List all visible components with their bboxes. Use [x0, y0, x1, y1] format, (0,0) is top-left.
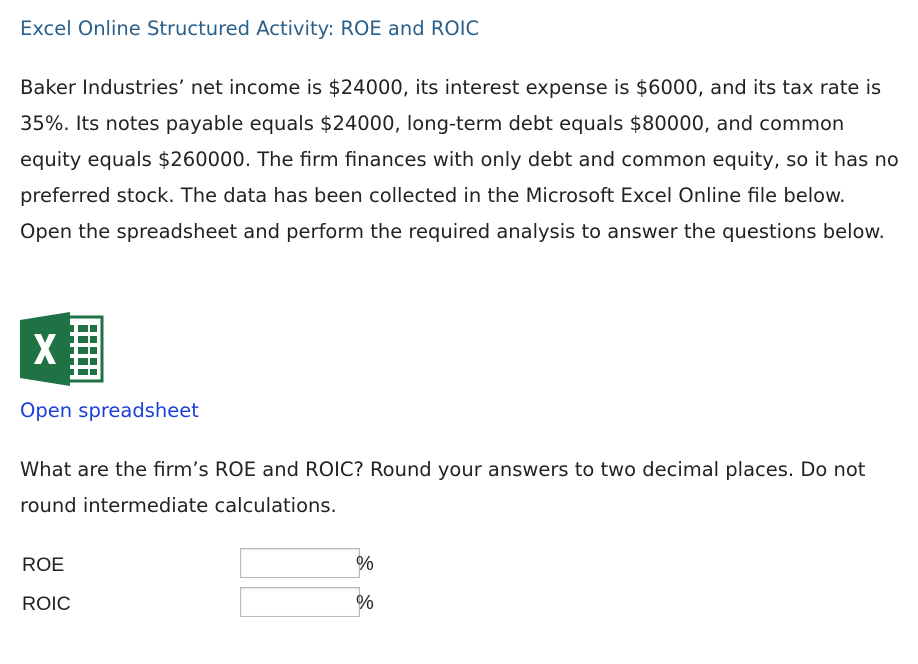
- roic-input[interactable]: [240, 587, 360, 617]
- roe-label: ROE: [22, 554, 65, 576]
- question-text: What are the firm’s ROE and ROIC? Round your answers to two decimal places. Do not round intermediate calculations.: [20, 458, 866, 517]
- problem-statement: Baker Industries’ net income is $24000, its interest expense is $6000, and its tax rate is 35%. Its notes payable equals $24000, long-term debt equals $80000, and common equity equals $260000. The firm finances with only debt and common equity, so it has no preferred stock. The data has been collected in the Microsoft Excel Online file below. Open the spreadsheet and perform the required analysis to answer the questions below.: [20, 76, 899, 243]
- roe-percent-unit: %: [356, 553, 374, 575]
- roe-input[interactable]: [240, 548, 360, 578]
- page-title: Excel Online Structured Activity: ROE and ROIC: [20, 17, 480, 40]
- open-spreadsheet-link[interactable]: Open spreadsheet: [20, 399, 199, 422]
- roic-row: [20, 589, 440, 621]
- roic-percent-unit: %: [356, 592, 374, 614]
- roic-label: ROIC: [22, 593, 71, 615]
- roe-row: [20, 550, 440, 582]
- excel-icon[interactable]: [20, 312, 104, 386]
